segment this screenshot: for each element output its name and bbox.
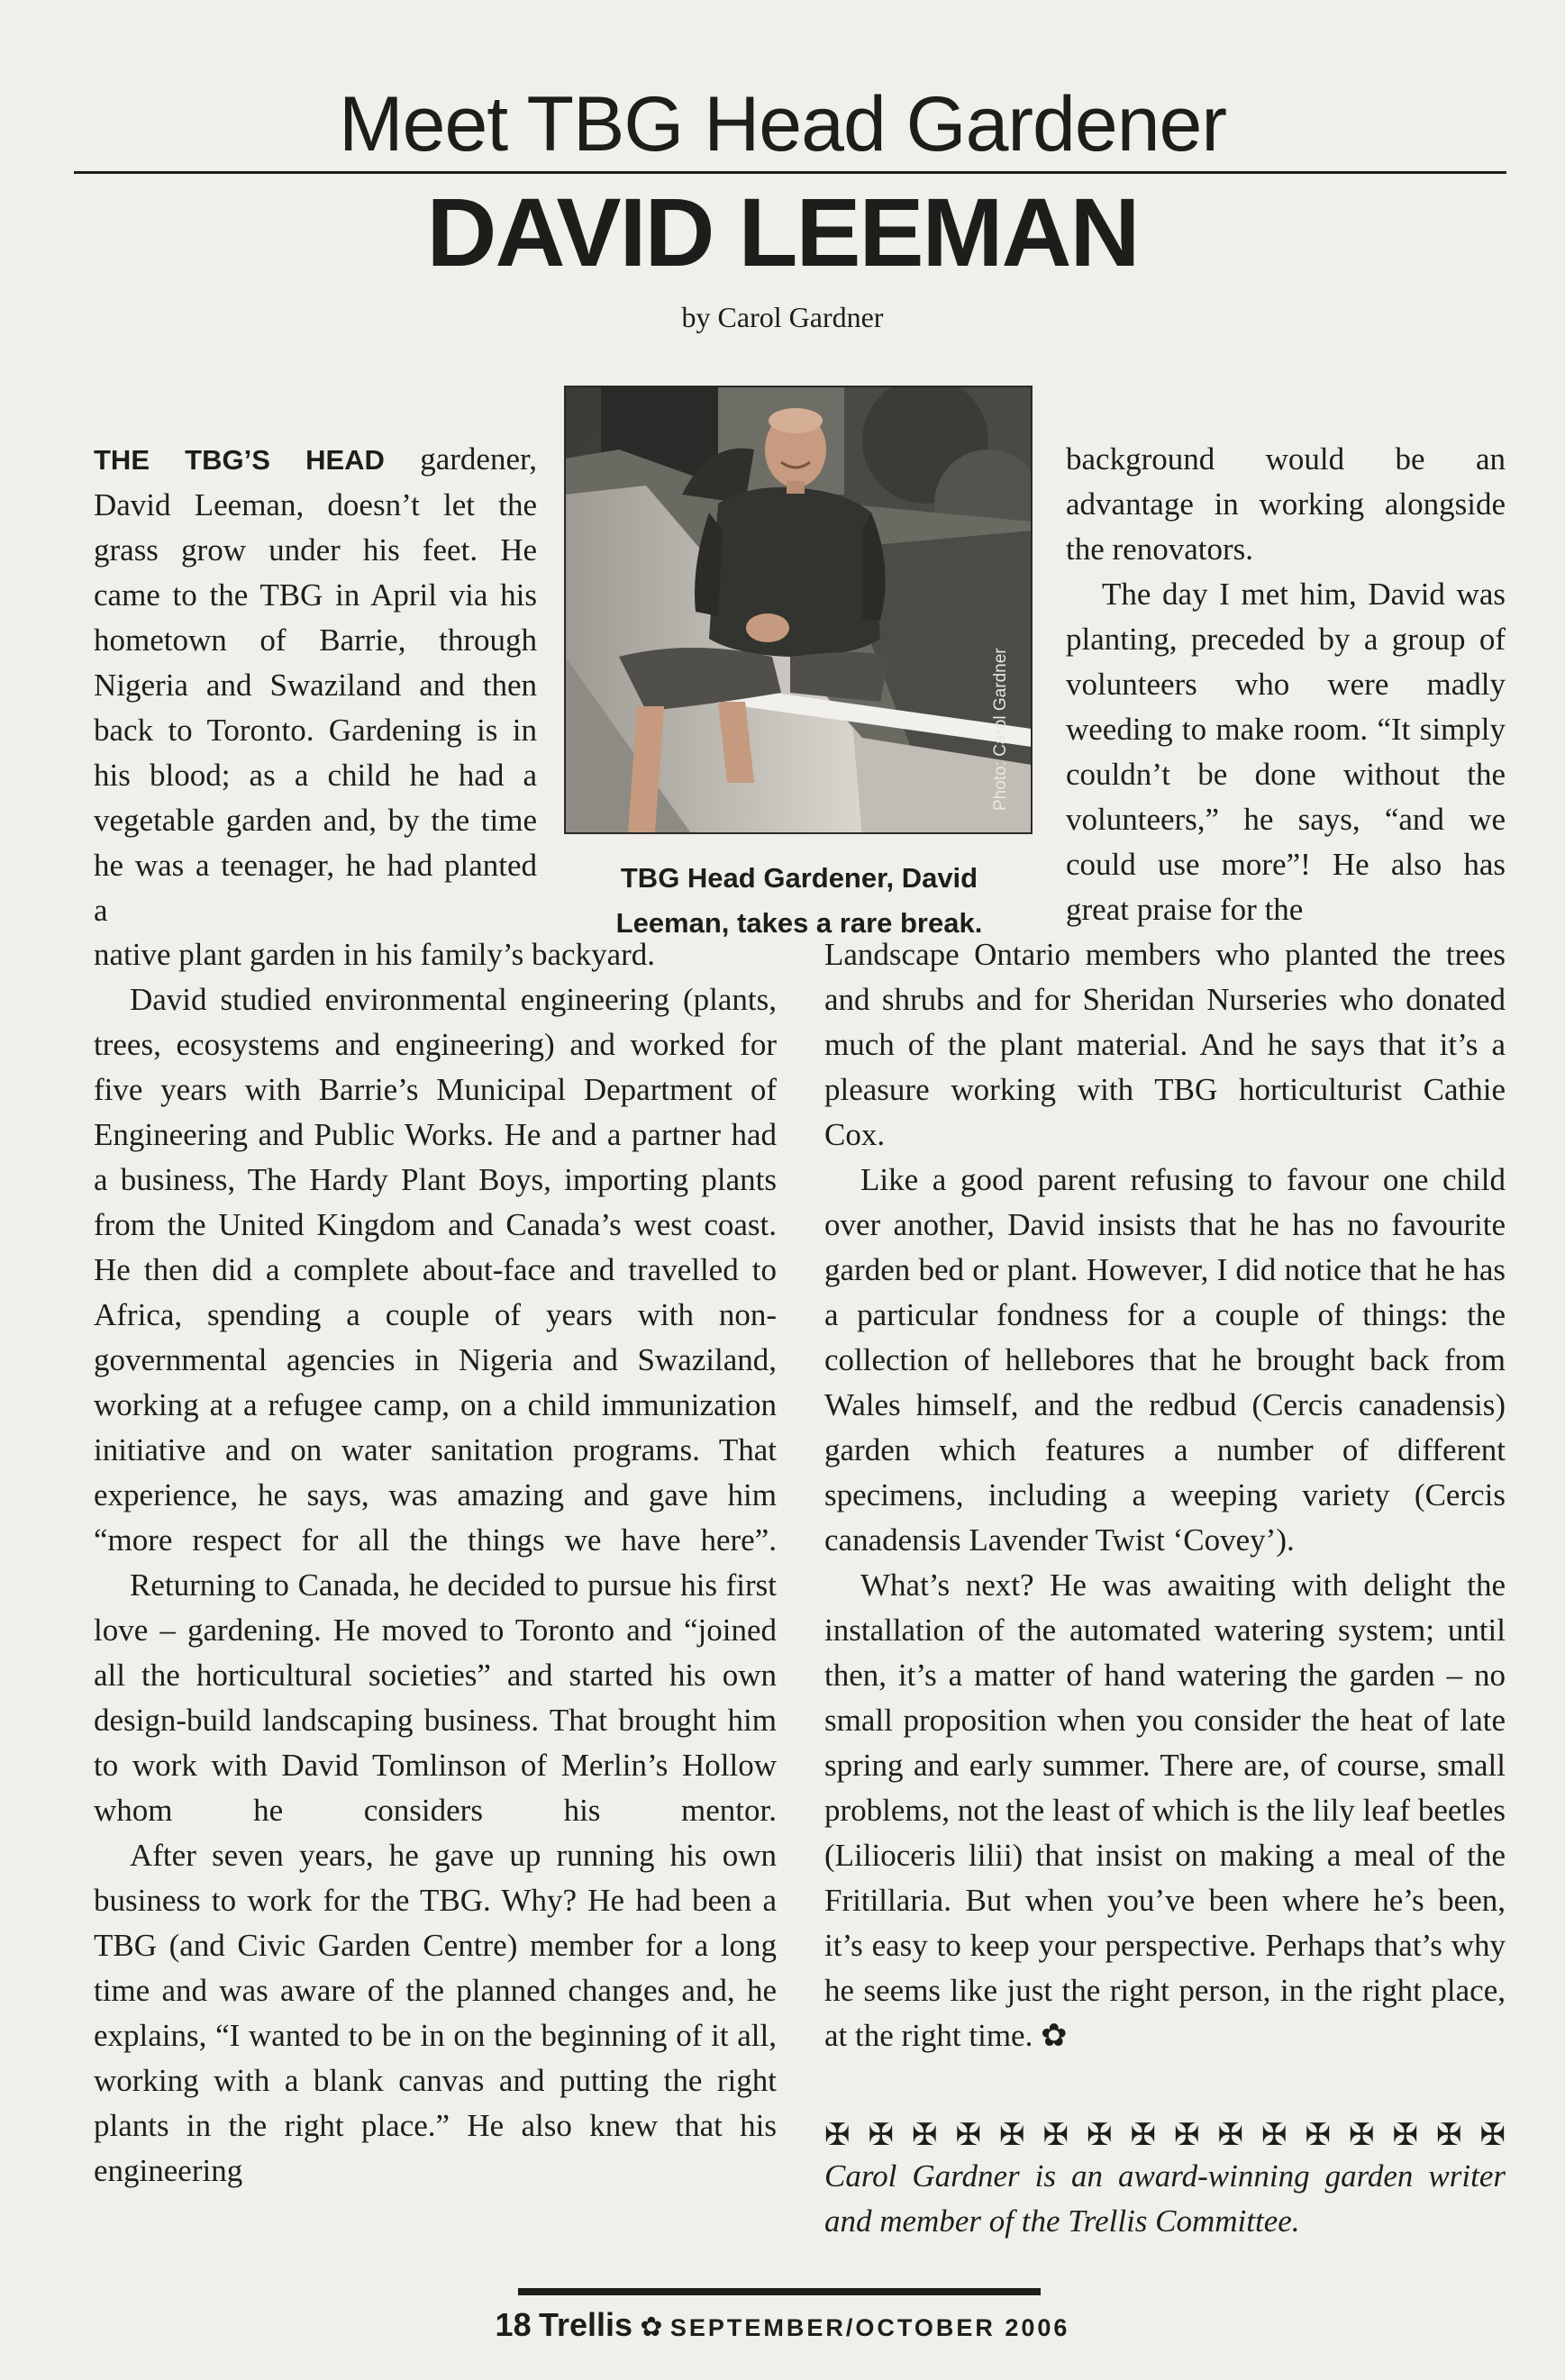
ornament-icon: ✠ xyxy=(1217,2119,1243,2152)
intro-paragraph: gardener, David Leeman, doesn’t let the grass grow under his feet. He came to the TBG in April via his hometown of Barrie, through Nigeria and Swaziland and then back to Toronto. Gardening is in his blood; as a child he had a vegetable garden and, by the time he was a teenager, he had planted a xyxy=(94,441,537,928)
byline: by Carol Gardner xyxy=(681,301,884,333)
photo-credit: Photo: Carol Gardner xyxy=(991,648,1010,811)
ornament-icon: ✠ xyxy=(1349,2119,1375,2152)
body-paragraph: background would be an advantage in working alongside the renovators. xyxy=(1066,441,1506,567)
trellis-logo-icon: ✿ xyxy=(640,2312,663,2342)
ornament-icon: ✠ xyxy=(955,2119,981,2152)
ornament-icon: ✠ xyxy=(1436,2119,1462,2152)
ornament-icon: ✠ xyxy=(824,2119,851,2152)
ornament-icon: ✠ xyxy=(999,2119,1025,2152)
page-footer xyxy=(0,2306,1565,2344)
body-paragraph: After seven years, he gave up running his own business to work for the TBG. Why? He had been a TBG (and Civic Garden Centre) member for a long time and was aware of the planned changes and, he explains, “I wanted to be in on the beginning of it all, working with a blank canvas and putting the right plants in the right place.” He also knew that his engineering xyxy=(94,1838,777,2188)
lead-in: THE TBG’S HEAD xyxy=(94,444,385,476)
ornament-icon: ✠ xyxy=(868,2119,894,2152)
right-column-intro xyxy=(1066,437,1506,932)
footer-rule xyxy=(518,2288,1041,2295)
left-column-intro xyxy=(94,437,537,933)
right-column-body xyxy=(824,932,1506,2058)
ornament-icon: ✠ xyxy=(1087,2119,1113,2152)
body-paragraph: What’s next? He was awaiting with delight the installation of the automated watering system; until then, it’s a matter of hand watering the garden – no small proposition when you consider the heat of late spring and early summer. There are, of course, small problems, not the least of which is the lily leaf beetles (Lilioceris lilii) that insist on making a meal of the Fritillaria. But when you’ve been where he’s been, it’s easy to keep your perspective. Perhaps that’s why he seems like just the right person, in the right place, at the right time. xyxy=(824,1567,1506,2053)
ornament-divider xyxy=(824,2113,1506,2158)
body-paragraph: Returning to Canada, he decided to pursue his first love – gardening. He moved to Toronto and “joined all the horticultural societies” and started his own design-build landscaping business. That brought him to work with David Tomlinson of Merlin’s Hollow whom he considers his mentor. xyxy=(94,1567,777,1828)
author-bio: Carol Gardner is an award-winning garden writer and member of the Trellis Committee. xyxy=(824,2158,1506,2239)
ornament-icon: ✠ xyxy=(1479,2119,1506,2152)
left-column-body xyxy=(94,932,777,2194)
issue-date: SEPTEMBER/OCTOBER 2006 xyxy=(669,2314,1070,2341)
article-kicker-title: Meet TBG Head Gardener xyxy=(338,81,1226,168)
ornament-icon: ✠ xyxy=(1174,2119,1200,2152)
ornament-icon: ✠ xyxy=(1261,2119,1287,2152)
title-rule xyxy=(74,171,1506,174)
body-paragraph: The day I met him, David was planting, preceded by a group of volunteers who were madly weeding to make room. “It simply couldn’t be done without the volunteers,” he says, “and we could use more”! He also has great praise for the xyxy=(1066,577,1506,927)
ornament-icon: ✠ xyxy=(1130,2119,1156,2152)
photo-caption: TBG Head Gardener, David Leeman, takes a rare break. xyxy=(615,862,983,939)
gardener-photo xyxy=(564,386,1033,834)
ornament-icon: ✠ xyxy=(912,2119,938,2152)
ornament-icon: ✠ xyxy=(1042,2119,1069,2152)
magazine-name: Trellis xyxy=(538,2306,632,2343)
body-paragraph: native plant garden in his family’s backyard. xyxy=(94,937,656,972)
article-headline: DAVID LEEMAN xyxy=(426,177,1139,286)
ornament-icon: ✠ xyxy=(1305,2119,1331,2152)
body-paragraph: David studied environmental engineering (plants, trees, ecosystems and engineering) and worked for five years with Barrie’s Municipal Department of Engineering and Public Works. He and a partner had a business, The Hardy Plant Boys, importing plants from the United Kingdom and Canada’s west coast. He then did a complete about-face and travelled to Africa, spending a couple of years with non-governmental agencies in Nigeria and Swaziland, working at a refugee camp, on a child immunization initiative and on water sanitation programs. That experience, he says, was amazing and gave him “more respect for all the things we have here”. xyxy=(94,982,777,1558)
page-number: 18 xyxy=(495,2306,532,2343)
ornament-icon: ✠ xyxy=(1392,2119,1418,2152)
body-paragraph: Landscape Ontario members who planted the trees and shrubs and for Sheridan Nurseries who donated much of the plant material. And he says that it’s a pleasure working with TBG horticulturist Cathie Cox. xyxy=(824,937,1506,1152)
body-paragraph: Like a good parent refusing to favour one child over another, David insists that he has no favourite garden bed or plant. However, I did notice that he has a particular fondness for a couple of things: the collection of hellebores that he brought back from Wales himself, and the redbud (Cercis canadensis) garden which features a number of different specimens, including a weeping variety (Cercis canadensis Lavender Twist ‘Covey’). xyxy=(824,1162,1506,1558)
end-mark-icon: ✿ xyxy=(1041,2018,1068,2053)
